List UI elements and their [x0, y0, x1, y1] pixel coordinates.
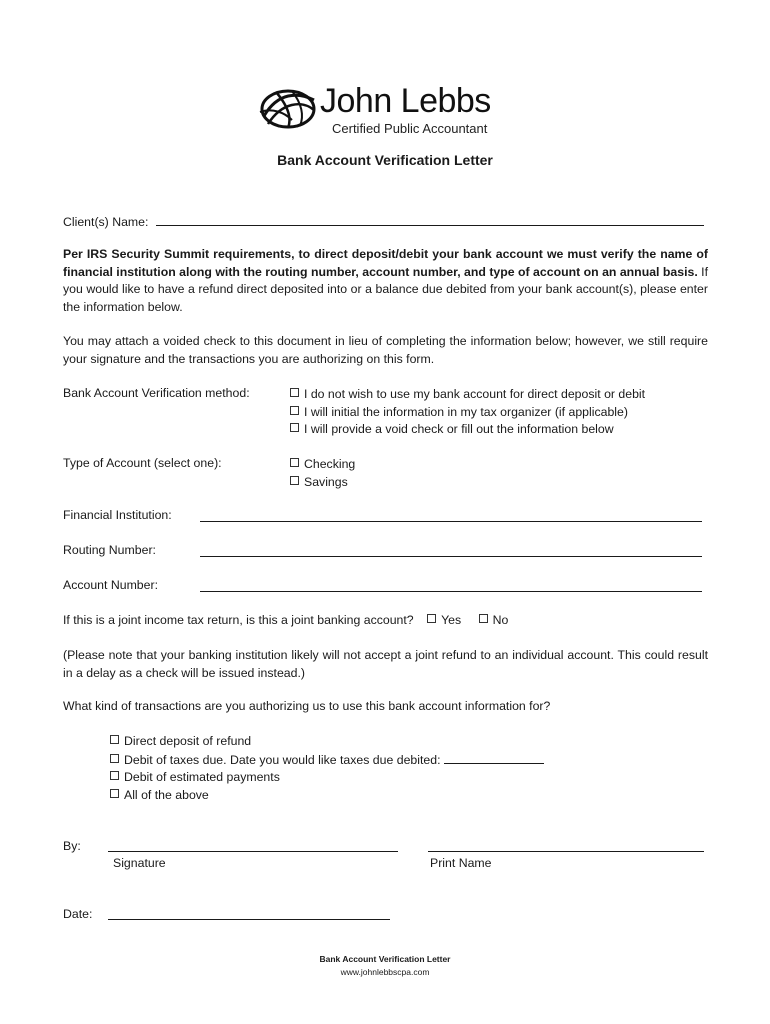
account-type-option-savings[interactable]: Savings: [290, 474, 355, 492]
checkbox[interactable]: [290, 388, 299, 397]
joint-question-row: [63, 613, 508, 627]
logo-subtitle: Certified Public Accountant: [332, 121, 488, 136]
joint-yes-option[interactable]: Yes: [427, 613, 461, 627]
client-name-row: [63, 213, 704, 229]
joint-question: If this is a joint income tax return, is this a joint banking account?: [63, 613, 414, 627]
void-check-note: You may attach a voided check to this document in lieu of completing the information below; however, we still require your signature and the transactions you are authorizing on this form.: [63, 334, 708, 366]
date-label: Date:: [63, 907, 93, 921]
transaction-option[interactable]: Debit of taxes due. Date you would like taxes due debited:: [110, 751, 544, 770]
client-name-field[interactable]: [156, 213, 704, 226]
account-number-label: Account Number:: [63, 578, 159, 592]
checkbox[interactable]: [290, 458, 299, 467]
page-title: Bank Account Verification Letter: [277, 152, 493, 168]
verification-options: [290, 386, 645, 439]
by-label: By:: [63, 839, 81, 853]
transaction-option[interactable]: Debit of estimated payments: [110, 769, 544, 787]
client-name-label: Client(s) Name:: [63, 215, 149, 229]
account-type-label: Type of Account (select one):: [63, 456, 222, 470]
routing-number-field[interactable]: [200, 544, 702, 557]
account-type-options: [290, 456, 355, 491]
checkbox[interactable]: [110, 771, 119, 780]
date-field[interactable]: [108, 907, 390, 920]
financial-institution-label: Financial Institution:: [63, 508, 172, 522]
checkbox[interactable]: [110, 789, 119, 798]
checkbox[interactable]: [427, 614, 436, 623]
transaction-option[interactable]: All of the above: [110, 787, 544, 805]
checkbox[interactable]: [110, 754, 119, 763]
transaction-options: [110, 733, 544, 804]
globe-swoosh-icon: [258, 86, 318, 132]
print-name-label: Print Name: [430, 856, 492, 870]
intro-bold-text: Per IRS Security Summit requirements, to direct deposit/debit your bank account we must verify the name of financial institution along with the routing number, account number, and type of account on an annual basis.: [63, 247, 708, 279]
verification-label: Bank Account Verification method:: [63, 386, 250, 400]
financial-institution-field[interactable]: [200, 509, 702, 522]
checkbox[interactable]: [290, 476, 299, 485]
debit-date-field[interactable]: [444, 751, 544, 764]
joint-note: (Please note that your banking institution likely will not accept a joint refund to an individual account. This could result in a delay as a check will be issued instead.): [63, 648, 708, 680]
footer-title: Bank Account Verification Letter: [319, 954, 451, 964]
checkbox[interactable]: [110, 735, 119, 744]
footer-url: www.johnlebbscpa.com: [340, 967, 430, 977]
verification-option[interactable]: I will provide a void check or fill out the information below: [290, 421, 645, 439]
checkbox[interactable]: [290, 423, 299, 432]
transaction-option[interactable]: Direct deposit of refund: [110, 733, 544, 751]
logo-name: John Lebbs: [320, 82, 491, 120]
checkbox[interactable]: [290, 406, 299, 415]
routing-number-label: Routing Number:: [63, 543, 156, 557]
transactions-question: What kind of transactions are you authorizing us to use this bank account information for?: [63, 699, 551, 713]
signature-label: Signature: [113, 856, 166, 870]
account-number-field[interactable]: [200, 579, 702, 592]
verification-option[interactable]: I will initial the information in my tax organizer (if applicable): [290, 404, 645, 422]
footer: [0, 953, 770, 979]
checkbox[interactable]: [479, 614, 488, 623]
print-name-field[interactable]: [428, 839, 704, 852]
verification-option[interactable]: I do not wish to use my bank account for direct deposit or debit: [290, 386, 645, 404]
intro-paragraph: [63, 246, 708, 316]
account-type-option-checking[interactable]: Checking: [290, 456, 355, 474]
company-logo: [258, 84, 518, 140]
signature-field[interactable]: [108, 839, 398, 852]
joint-no-option[interactable]: No: [479, 613, 509, 627]
intro-normal-text: If you would like to have a refund direct deposited into or a balance due debited from your bank account(s), please enter the information below.: [63, 264, 709, 314]
